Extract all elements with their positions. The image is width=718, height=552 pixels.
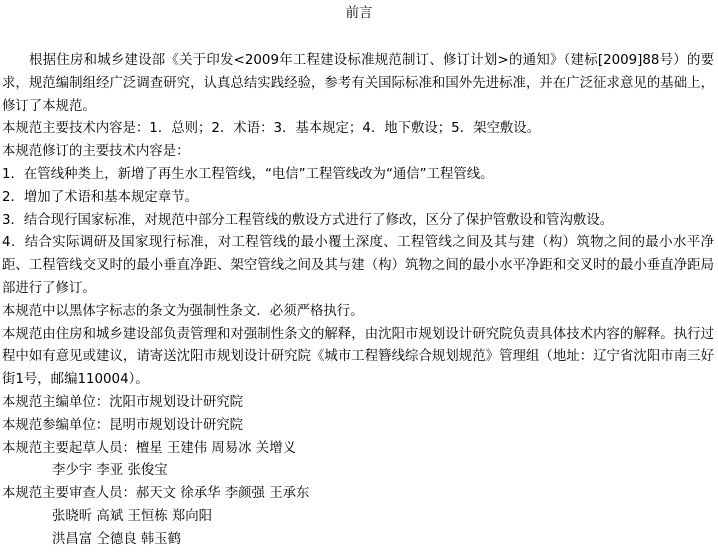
participating-unit: 本规范参编单位：昆明市规划设计研究院 (2, 417, 244, 433)
page-title: 前言 (345, 6, 373, 21)
main-content-line: 本规范主要技术内容是：1．总则；2．术语：3．基本规定；4．地下敷设；5．架空敷设。 (2, 121, 541, 137)
revision-heading: 本规范修订的主要技术内容是： (2, 144, 190, 160)
management-paragraph: 本规范由住房和城乡建设部负责管理和对强制性条文的解释，由沈阳市规划设计研究院负责具体技术内容的解释。执行过程中如有意见或建议，请寄送沈阳市规划设计研究院《城市工程簪线综合规划规范》管理组（地址：辽宁省沈阳市南三好街1号，邮编110004）。 (2, 326, 714, 388)
document-body (2, 50, 714, 552)
drafters-line: 本规范主要起草人员：檀星 王建伟 周易冰 关增义 (2, 440, 296, 456)
reviewers-continued-1: 张晓昕 高斌 王恒栋 郑向阳 (52, 508, 213, 524)
chief-unit: 本规范主编单位：沈阳市规划设计研究院 (2, 394, 244, 410)
revision-item-3: 3．结合现行国家标准，对规范中部分工程管线的敷设方式进行了修改，区分了保护管敷设和管沟敷设。 (2, 212, 614, 228)
reviewers-line: 本规范主要审查人员：郝天文 徐承华 李颜强 王承东 (2, 486, 310, 502)
mandatory-note: 本规范中以黑体字标志的条文为强制性条文．必须严格执行。 (2, 303, 364, 319)
revision-item-1: 1．在管线种类上，新增了再生水工程管线，“电信”工程管线改为“通信”工程管线。 (2, 166, 494, 182)
drafters-continued: 李少宇 李亚 张俊宝 (52, 463, 168, 479)
reviewers-continued-2: 洪昌富 仝德良 韩玉鹤 (52, 531, 182, 547)
intro-paragraph: 根据住房和城乡建设部《关于印发<2009年工程建设标准规范制订、修订计划>的通知》（建标[2009]88号）的要求，规范编制组经广泛调查研究，认真总结实践经验，参考有关国际标准和国外先进标准，并在广泛征求意见的基础上，修订了本规范。 (2, 53, 714, 114)
revision-item-2: 2．增加了术语和基本规定章节。 (2, 189, 198, 205)
revision-item-4: 4．结合实际调研及国家现行标准，对工程管线的最小覆土深度、工程管线之间及其与建（构）筑物之间的最小水平净距、工程管线交叉时的最小垂直净距、架空管线之间及其与建（构）筑物之间的最小水平净距和交叉时的最小垂直净距局部进行了修订。 (2, 235, 714, 296)
